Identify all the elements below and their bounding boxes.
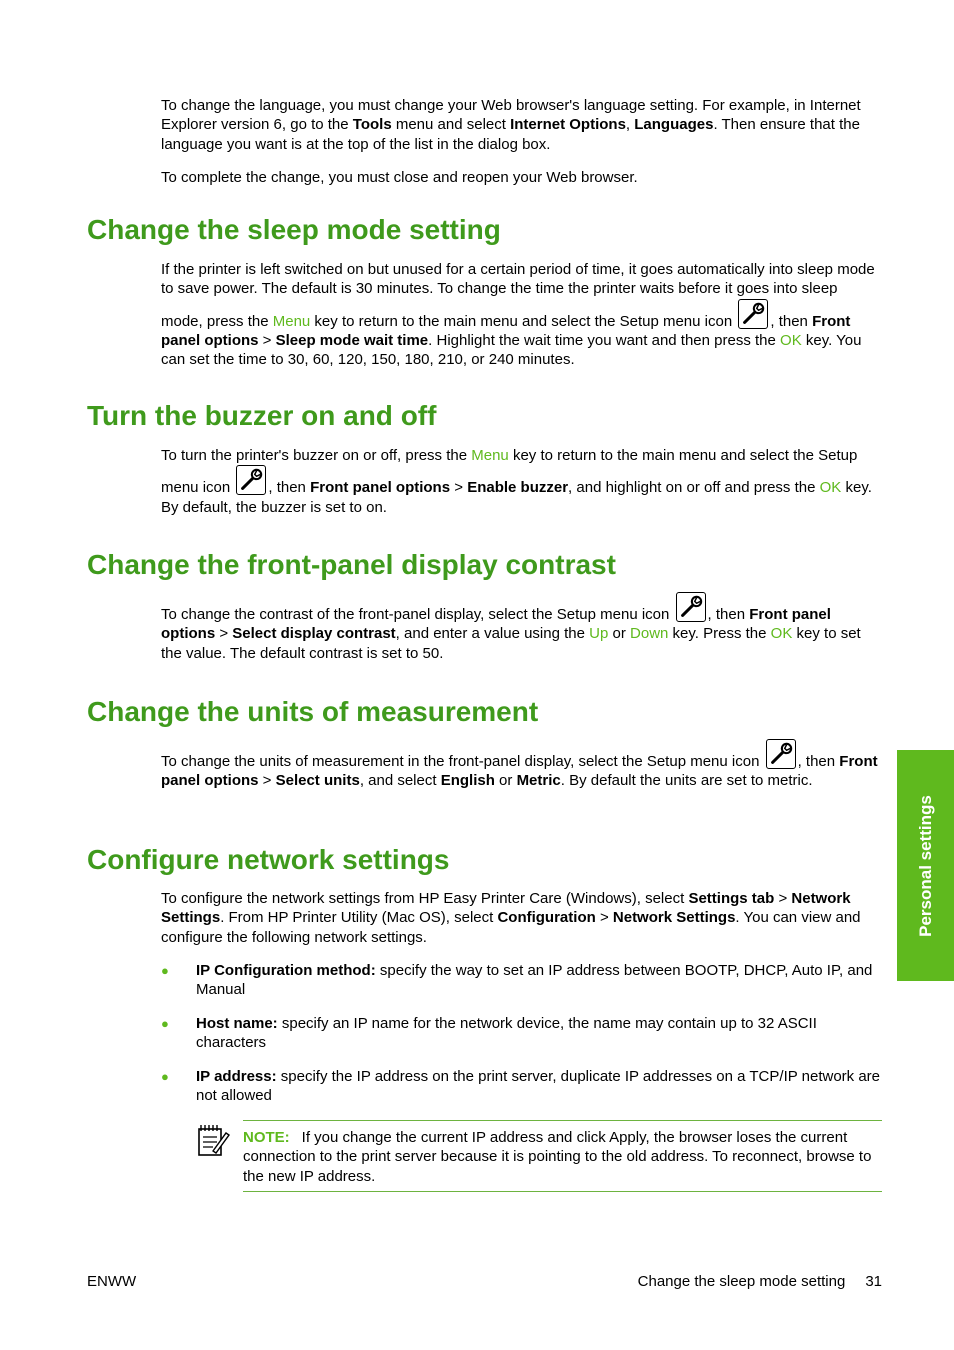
text: To change the language, you must change your Web browser's language setting. For example, in Internet Explorer version 6, go to the	[161, 97, 861, 134]
menu-key-label: Menu	[471, 447, 509, 464]
contrast-paragraph	[161, 592, 883, 663]
list-item-text	[196, 1014, 883, 1053]
heading-units: Change the units of measurement	[87, 696, 539, 727]
bold-term: Configuration	[497, 909, 596, 927]
text: specify the IP address on the print server, duplicate IP addresses on a TCP/IP network are not allowed	[196, 1068, 881, 1105]
text: key. By default, the buzzer is set to on.	[161, 479, 872, 516]
side-tab	[897, 750, 954, 981]
footer-section-title: Change the sleep mode setting	[637, 1273, 846, 1290]
bold-term: Metric	[516, 772, 561, 790]
text: >	[450, 479, 468, 497]
wrench-icon	[236, 465, 266, 495]
list-item	[161, 1014, 883, 1053]
text: If the printer is left switched on but unused for a certain period of time, it goes automatically into sleep mode to save power. The default is 30 minutes. To change the time the printer waits before it goes into sleep mode, press the	[161, 261, 875, 330]
text: >	[595, 909, 613, 927]
note-top-rule	[243, 1120, 882, 1121]
bold-term: Select display contrast	[232, 625, 396, 643]
ok-key-label: OK	[770, 625, 793, 643]
bullet-icon: ●	[161, 963, 169, 978]
text: , and select	[359, 772, 441, 790]
text: ,	[625, 116, 635, 134]
text: If you change the current IP address and click Apply, the browser loses the current connection to the print server because it is pointing to the old address. To reconnect, browse to the new IP address.	[243, 1129, 872, 1185]
bold-term: Sleep mode wait time	[275, 331, 429, 349]
text: . Highlight the wait time you want and then press the	[428, 331, 781, 349]
page-number: 31	[865, 1273, 882, 1290]
text: To change the contrast of the front-panel display, select the Setup menu icon	[161, 606, 674, 623]
bold-term: Front panel options	[161, 606, 831, 643]
text: >	[258, 331, 276, 349]
text: . You can view and configure the following network settings.	[161, 909, 861, 946]
text: To configure the network settings from HP Easy Printer Care (Windows), select	[161, 890, 689, 907]
bold-term: English	[440, 772, 495, 790]
side-tab-label: Personal settings	[915, 794, 935, 937]
note-text	[243, 1128, 882, 1186]
text: key. Press the	[668, 625, 771, 643]
up-key-label: Up	[589, 625, 609, 643]
note-label: NOTE:	[243, 1129, 290, 1146]
bold-term: IP address:	[196, 1068, 277, 1085]
ok-key-label: OK	[780, 331, 802, 349]
text: specify an IP name for the network device, the name may contain up to 32 ASCII characters	[196, 1015, 817, 1052]
text: key to set the value. The default contrast is set to 50.	[161, 625, 861, 662]
bold-term: Select units	[275, 772, 360, 790]
bold-term: IP Configuration method:	[196, 962, 376, 979]
sleep-mode-paragraph	[161, 260, 883, 369]
heading-contrast: Change the front-panel display contrast	[87, 549, 616, 580]
text: To turn the printer's buzzer on or off, press the	[161, 447, 472, 464]
wrench-icon	[766, 739, 796, 769]
bold-term: Front panel options	[161, 753, 878, 790]
text: , then	[770, 312, 813, 330]
bold-term: Settings tab	[688, 890, 775, 907]
menu-key-label: Menu	[272, 312, 311, 330]
note-bottom-rule	[243, 1191, 882, 1192]
text: >	[258, 772, 276, 790]
bold-term: Internet Options	[510, 116, 626, 134]
heading-buzzer: Turn the buzzer on and off	[87, 400, 437, 431]
text: , and enter a value using the	[395, 625, 590, 643]
down-key-label: Down	[630, 625, 669, 643]
list-item	[161, 1067, 883, 1106]
text: or	[608, 625, 631, 643]
buzzer-paragraph	[161, 446, 883, 517]
list-item	[161, 961, 883, 1000]
heading-network: Configure network settings	[87, 844, 450, 875]
text: To change the units of measurement in the front-panel display, select the Setup menu icon	[161, 753, 764, 770]
list-item-text	[196, 961, 883, 1000]
bold-term: Network Settings	[612, 909, 736, 927]
bold-term: Languages	[634, 116, 714, 134]
bold-term: Front panel options	[161, 312, 851, 349]
text: , and highlight on or off and press the	[568, 479, 820, 497]
bold-term: Enable buzzer	[467, 479, 569, 497]
text: . By default the units are set to metric.	[560, 772, 813, 790]
text: key. You can set the time to 30, 60, 120, 150, 180, 210, or 240 minutes.	[161, 331, 862, 369]
wrench-icon	[738, 299, 768, 329]
network-paragraph	[161, 889, 883, 947]
bold-term: Front panel options	[310, 479, 451, 497]
bold-term: Tools	[352, 116, 392, 134]
text: menu and select	[391, 116, 511, 134]
note-pad-icon	[196, 1123, 230, 1157]
intro-paragraph-2: To complete the change, you must close and reopen your Web browser.	[161, 169, 638, 186]
list-item-text	[196, 1067, 883, 1106]
intro-paragraph-1	[161, 96, 883, 154]
text: , then	[797, 753, 840, 770]
heading-sleep-mode: Change the sleep mode setting	[87, 214, 501, 245]
text: specify the way to set an IP address between BOOTP, DHCP, Auto IP, and Manual	[196, 962, 873, 999]
footer-left: ENWW	[87, 1273, 137, 1290]
footer-right	[638, 1273, 882, 1290]
wrench-icon	[676, 592, 706, 622]
bold-term: Network Settings	[161, 890, 851, 927]
bold-term: Host name:	[196, 1015, 278, 1032]
text: . Then ensure that the language you want is at the top of the list in the dialog box.	[161, 116, 860, 153]
text: >	[215, 625, 233, 643]
text: >	[774, 890, 792, 907]
text: or	[494, 772, 517, 790]
units-paragraph	[161, 739, 883, 791]
text: , then	[707, 606, 750, 623]
text: key to return to the main menu and select the Setup menu icon	[161, 447, 858, 497]
text: key to return to the main menu and select the Setup menu icon	[310, 312, 737, 330]
ok-key-label: OK	[819, 479, 842, 497]
bullet-icon: ●	[161, 1069, 169, 1084]
text: . From HP Printer Utility (Mac OS), select	[220, 909, 498, 927]
text: , then	[268, 479, 311, 497]
bullet-icon: ●	[161, 1016, 169, 1031]
